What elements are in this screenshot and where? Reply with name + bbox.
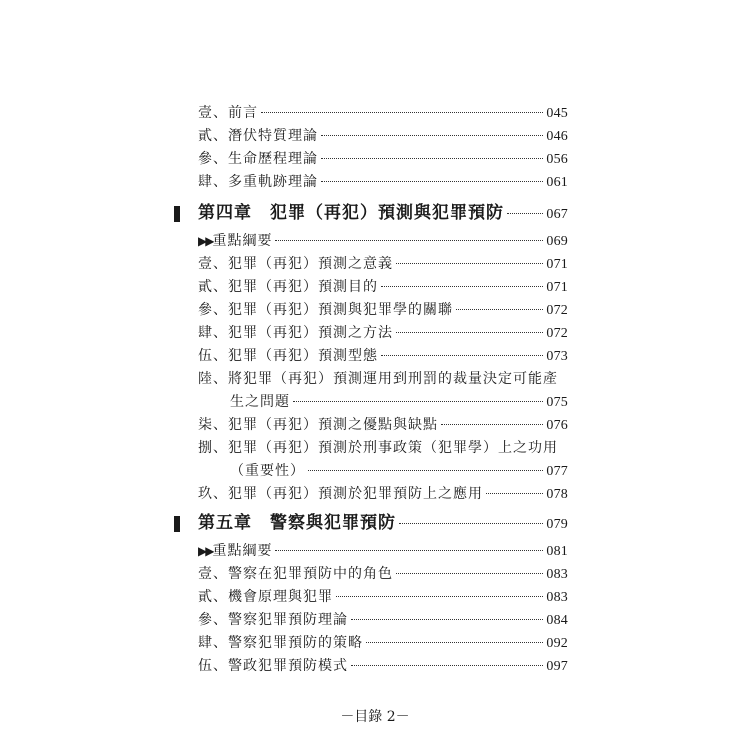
dot-leader	[456, 309, 543, 310]
dot-leader	[381, 286, 543, 287]
toc-entry-title: 參、生命歷程理論	[198, 151, 318, 167]
toc-entry[interactable]	[198, 299, 568, 321]
toc-entry[interactable]	[198, 483, 568, 505]
toc-entry-page: 072	[546, 303, 568, 318]
toc-entry[interactable]	[198, 322, 568, 344]
toc-entry-title: 貳、潛伏特質理論	[198, 128, 318, 144]
toc-entry-page: 071	[546, 280, 568, 295]
toc-entry[interactable]	[198, 586, 568, 608]
dot-leader	[308, 470, 543, 471]
toc-entry[interactable]	[198, 563, 568, 585]
toc-chapter-4[interactable]	[198, 202, 568, 224]
toc-entry-title: 肆、警察犯罪預防的策略	[198, 635, 363, 651]
dot-leader	[321, 158, 543, 159]
dot-leader	[293, 401, 543, 402]
toc-entry-title: 肆、多重軌跡理論	[198, 174, 318, 190]
toc-entry-title: 伍、犯罪（再犯）預測型態	[198, 348, 378, 364]
toc-entry-title: 貳、犯罪（再犯）預測目的	[198, 279, 378, 295]
toc-entry-page: 084	[546, 613, 568, 628]
toc-entry-title: 參、犯罪（再犯）預測與犯罪學的關聯	[198, 302, 453, 318]
page-footer: －目錄 2－	[340, 709, 410, 725]
toc-entry-line-2[interactable]	[230, 460, 568, 482]
toc-entry-title: 貳、機會原理與犯罪	[198, 589, 333, 605]
toc-entry-title: 柒、犯罪（再犯）預測之優點與缺點	[198, 417, 438, 433]
toc-entry[interactable]	[198, 609, 568, 631]
toc-chapter-5[interactable]	[198, 512, 568, 534]
toc-entry-title: 重點綱要	[212, 543, 273, 559]
dot-leader	[507, 213, 543, 214]
toc-entry-page: 077	[546, 464, 568, 479]
toc-entry-line-1[interactable]	[198, 368, 568, 390]
toc-entry-title: 陸、將犯罪（再犯）預測運用到刑罰的裁量決定可能產	[198, 371, 558, 387]
toc-entry-latent-trait-theory[interactable]	[198, 125, 568, 147]
toc-entry[interactable]	[198, 414, 568, 436]
toc-entry-page: 081	[546, 544, 568, 559]
toc-entry[interactable]	[198, 276, 568, 298]
dot-leader	[321, 135, 543, 136]
dot-leader	[321, 181, 543, 182]
dot-leader	[275, 240, 543, 241]
toc-entry-title: 參、警察犯罪預防理論	[198, 612, 348, 628]
dot-leader	[396, 263, 543, 264]
toc-entry-title: 生之問題	[230, 394, 290, 410]
toc-entry-line-1[interactable]	[198, 437, 568, 459]
toc-entry-page: 078	[546, 487, 568, 502]
toc-entry-page: 097	[546, 659, 568, 674]
toc-entry-page: 075	[546, 395, 568, 410]
toc-entry-page: 073	[546, 349, 568, 364]
chapter-page: 079	[546, 517, 568, 532]
toc-entry-page: 071	[546, 257, 568, 272]
toc-entry-keypoints[interactable]	[198, 230, 568, 252]
toc-entry-title: 重點綱要	[212, 233, 273, 249]
toc-entry-page: 083	[546, 567, 568, 582]
toc-entry-title: 玖、犯罪（再犯）預測於犯罪預防上之應用	[198, 486, 483, 502]
toc-entry[interactable]	[198, 655, 568, 677]
toc-entry-page: 069	[546, 234, 568, 249]
dot-leader	[351, 619, 543, 620]
dot-leader	[441, 424, 543, 425]
chapter-marker-bar	[174, 516, 180, 532]
dot-leader	[399, 523, 543, 524]
toc-entry-page: 061	[546, 175, 568, 190]
chapter-page: 067	[546, 207, 568, 222]
toc-entry-page: 056	[546, 152, 568, 167]
toc-entry-title: 伍、警政犯罪預防模式	[198, 658, 348, 674]
dot-leader	[275, 550, 543, 551]
toc-entry-page: 072	[546, 326, 568, 341]
toc-entry-title: 壹、前言	[198, 105, 258, 121]
dot-leader	[381, 355, 543, 356]
dot-leader	[351, 665, 543, 666]
dot-leader	[486, 493, 543, 494]
toc-entry-page: 076	[546, 418, 568, 433]
toc-entry-page: 083	[546, 590, 568, 605]
dot-leader	[336, 596, 543, 597]
dot-leader	[366, 642, 543, 643]
double-arrow-icon: ▶▶	[198, 544, 213, 558]
chapter-title: 第五章 警察與犯罪預防	[198, 513, 396, 533]
dot-leader	[396, 332, 543, 333]
toc-entry-title: （重要性）	[230, 463, 305, 479]
toc-entry-preface[interactable]	[198, 102, 568, 124]
toc-entry[interactable]	[198, 253, 568, 275]
toc-entry-page: 046	[546, 129, 568, 144]
toc-entry-life-course-theory[interactable]	[198, 148, 568, 170]
toc-entry-keypoints[interactable]	[198, 540, 568, 562]
toc-entry[interactable]	[198, 632, 568, 654]
dot-leader	[261, 112, 543, 113]
chapter-marker-bar	[174, 206, 180, 222]
toc-entry-title: 肆、犯罪（再犯）預測之方法	[198, 325, 393, 341]
dot-leader	[396, 573, 543, 574]
toc-entry[interactable]	[198, 345, 568, 367]
toc-entry-title: 壹、犯罪（再犯）預測之意義	[198, 256, 393, 272]
toc-entry-page: 045	[546, 106, 568, 121]
toc-entry-line-2[interactable]	[230, 391, 568, 413]
toc-entry-title: 捌、犯罪（再犯）預測於刑事政策（犯罪學）上之功用	[198, 440, 558, 456]
toc-entry-page: 092	[546, 636, 568, 651]
toc-entry-title: 壹、警察在犯罪預防中的角色	[198, 566, 393, 582]
double-arrow-icon: ▶▶	[198, 234, 213, 248]
toc-entry-multiple-trajectory-theory[interactable]	[198, 171, 568, 193]
chapter-title: 第四章 犯罪（再犯）預測與犯罪預防	[198, 203, 504, 223]
